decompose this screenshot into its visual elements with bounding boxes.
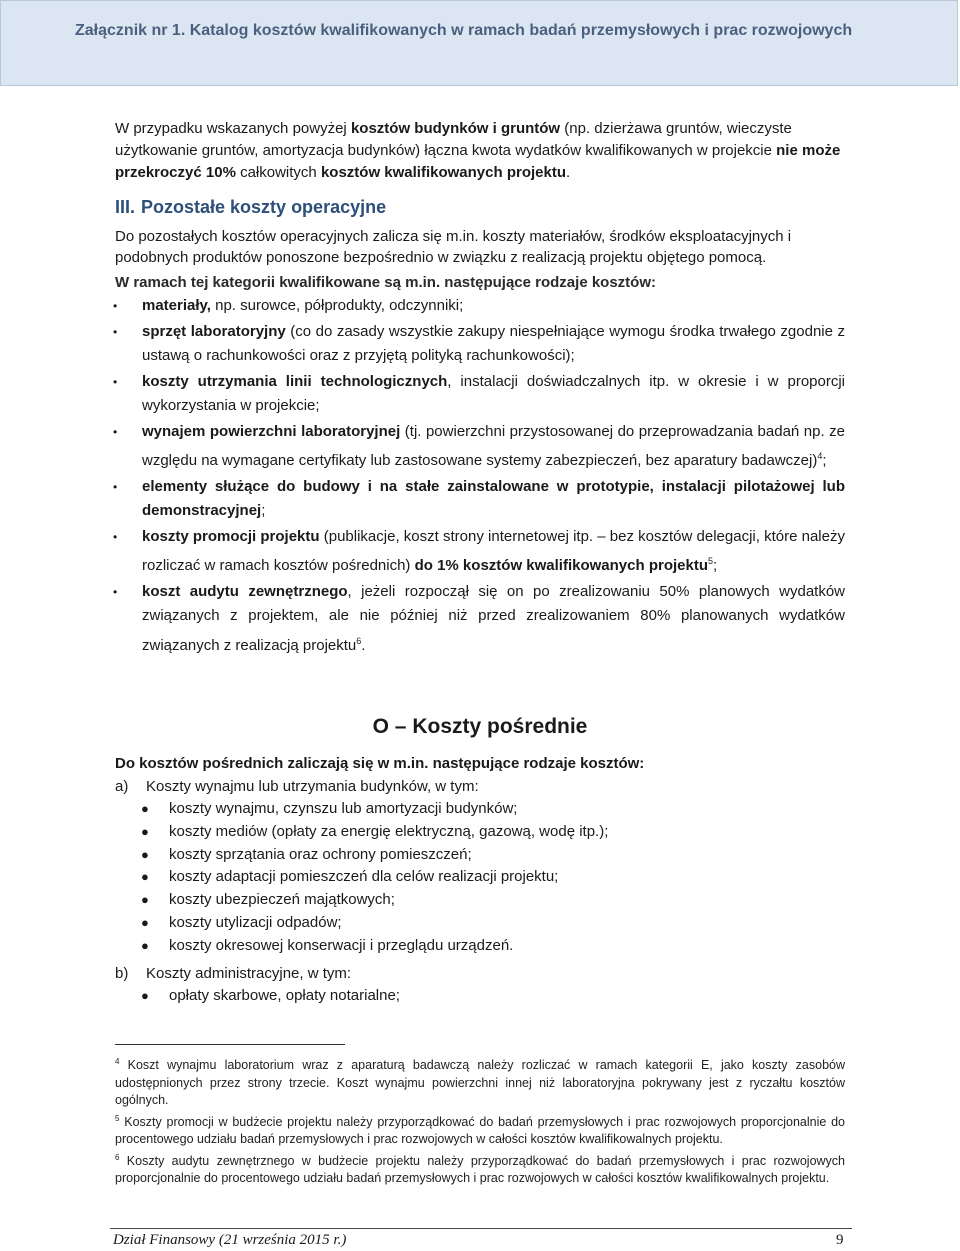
section-title: Pozostałe koszty operacyjne	[141, 197, 387, 217]
list-item	[115, 475, 845, 524]
footnote-ref: 5	[708, 556, 714, 566]
list-item	[141, 844, 845, 867]
intro-text: W przypadku wskazanych powyżej	[115, 120, 351, 137]
item-text: , instalacji doświadczalnych itp. w okresie i w proporcji wykorzystania w projekcie;	[142, 372, 846, 414]
footnotes	[115, 1053, 845, 1188]
intro-text: (np. dzierżawa gruntów, wieczyste użytkowanie gruntów, amortyzacja budynków) łączna kwota wydatków kwalifikowanych w projekcie	[115, 120, 792, 159]
indirect-costs-lead: Do kosztów pośrednich zaliczają się w m.in. następujące rodzaje kosztów:	[115, 755, 645, 772]
category-heading: W ramach tej kategorii kwalifikowane są m.in. następujące rodzaje kosztów:	[115, 274, 656, 291]
bullet-icon: •	[113, 374, 118, 389]
header-title: Załącznik nr 1. Katalog kosztów kwalifikowanych w ramach badań przemysłowych i prac rozwojowych	[75, 22, 853, 39]
item-bold: koszty promocji projektu	[142, 527, 320, 545]
bullet-icon: ●	[141, 801, 149, 816]
item-text: , jeżeli rozpoczął się on po zrealizowaniu 50% planowych wydatków związanych z projektem, ale nie później niż przed zrealizowaniem 80% planowanych wydatków związanych z realizacją projektu	[142, 582, 846, 654]
bullet-icon: ●	[141, 892, 149, 908]
footnote-number: 4	[115, 1057, 120, 1066]
group-letter: b)	[115, 964, 129, 982]
footnote-number: 5	[115, 1113, 120, 1123]
section-lead: Do pozostałych kosztów operacyjnych zalicza się m.in. koszty materiałów, środków eksploatacyjnych i podobnych produktów ponoszone bezpośrednio w związku z realizacją projektu objętego pomocą.	[115, 228, 792, 266]
item-text: koszty sprzątania oraz ochrony pomieszczeń;	[169, 845, 472, 863]
footnote	[115, 1149, 845, 1188]
item-bold: koszty utrzymania linii technologicznych	[142, 372, 448, 390]
bullet-icon: •	[113, 479, 118, 494]
item-text: koszty wynajmu, czynszu lub amortyzacji budynków;	[169, 800, 518, 817]
section-heading-o: O – Koszty pośrednie	[372, 715, 588, 738]
list-item	[115, 420, 845, 474]
group-a-list	[115, 798, 845, 958]
intro-bold: kosztów kwalifikowanych projektu	[320, 164, 566, 181]
group-b	[115, 962, 845, 985]
group-letter: a)	[115, 778, 129, 795]
list-item	[115, 525, 845, 579]
footnote-ref: 4	[817, 451, 823, 461]
intro-bold: kosztów budynków i gruntów	[350, 120, 561, 137]
item-text: (publikacje, koszt strony internetowej itp. – bez kosztów delegacji, które należy rozliczać w ramach kosztów pośrednich)	[142, 527, 845, 574]
bullet-icon: ●	[141, 869, 149, 885]
bullet-icon: •	[113, 299, 118, 313]
list-item	[141, 866, 845, 889]
item-bold: do 1% kosztów kwalifikowanych projektu	[414, 557, 708, 574]
footnote-separator	[115, 1044, 345, 1045]
list-item	[141, 889, 845, 912]
document-body	[115, 118, 845, 1007]
item-text: koszty ubezpieczeń majątkowych;	[169, 891, 395, 909]
page-header	[0, 0, 958, 86]
footnote	[115, 1110, 845, 1149]
list-item	[141, 912, 845, 935]
list-item	[141, 985, 845, 1008]
footnote-number: 6	[115, 1152, 120, 1162]
group-a	[115, 775, 845, 798]
item-text: ;	[713, 557, 718, 574]
footnote	[115, 1053, 845, 1110]
item-text: (tj. powierzchni przystosowanej do przeprowadzania badań np. ze względu na wymagane certyfikaty lub zastosowane systemy zabezpieczeń, bez aparatury badawczej)	[142, 422, 845, 469]
intro-text: całkowitych	[235, 164, 321, 181]
list-item	[141, 935, 845, 958]
group-b-list	[115, 985, 845, 1008]
item-text: opłaty skarbowe, opłaty notarialne;	[169, 986, 400, 1004]
section-number: III.	[115, 197, 136, 217]
bullet-icon: ●	[141, 987, 149, 1003]
item-text: koszty utylizacji odpadów;	[169, 913, 342, 931]
bullet-icon: •	[113, 424, 118, 439]
item-bold: sprzęt laboratoryjny	[142, 322, 286, 340]
item-text: np. surowce, półprodukty, odczynniki;	[210, 297, 464, 314]
list-item	[141, 798, 845, 821]
footnote-ref: 6	[356, 635, 362, 646]
item-text: koszty adaptacji pomieszczeń dla celów realizacji projektu;	[169, 868, 559, 886]
item-text: ;	[261, 502, 266, 519]
item-bold: wynajem powierzchni laboratoryjnej	[142, 422, 401, 440]
section-heading-iii	[115, 195, 845, 219]
item-text: .	[361, 636, 366, 654]
footnote-text: Koszt wynajmu laboratorium wraz z aparaturą badawczą należy rozliczać w ramach kategorii E, jako koszty zasobów udostępnionych przez strony trzecie. Koszt wynajmu powierzchni innej niż laboratoryjna pokrywany jest z ryczałtu kosztów ogólnych.	[115, 1058, 845, 1108]
list-item	[115, 294, 845, 319]
item-text: (co do zasady wszystkie zakupy niespełniające wymogu środka trwałego zgodnie z ustawą o rachunkowości oraz z przyjętą polityką rachunkowości);	[142, 322, 845, 364]
bullet-icon: •	[113, 584, 118, 599]
group-label: Koszty administracyjne, w tym:	[146, 964, 352, 982]
intro-bold: nie może przekroczyć 10%	[115, 142, 841, 181]
bullet-icon: •	[113, 324, 118, 339]
group-label: Koszty wynajmu lub utrzymania budynków, w tym:	[146, 778, 479, 795]
item-bold: materiały,	[142, 297, 211, 314]
intro-text: .	[566, 164, 571, 181]
bullet-icon: ●	[141, 937, 149, 953]
footnote-text: Koszty audytu zewnętrznego w budżecie projektu należy przyporządkować do badań przemysłowych i prac rozwojowych proporcjonalnie do procentowego udziału badań przemysłowych i prac rozwojowych w całości kosztów kwalifikowalnych projektu.	[115, 1153, 845, 1186]
bullet-icon: ●	[141, 846, 149, 862]
footer-rule	[110, 1228, 852, 1229]
item-text: ;	[822, 452, 827, 469]
bullet-icon: •	[113, 529, 118, 544]
item-text: koszty mediów (opłaty za energię elektryczną, gazową, wodę itp.);	[169, 822, 609, 840]
item-bold: elementy służące do budowy i na stałe zainstalowane w prototypie, instalacji pilotażowej lub demonstracyjnej	[142, 477, 845, 519]
intro-paragraph	[115, 118, 845, 184]
list-item	[115, 580, 845, 659]
list-item	[115, 320, 845, 369]
list-item	[115, 370, 845, 419]
footer-department: Dział Finansowy (21 września 2015 r.)	[113, 1232, 347, 1248]
operating-costs-list	[115, 294, 845, 658]
page-number: 9	[836, 1232, 844, 1248]
bullet-icon: ●	[141, 914, 149, 930]
bullet-icon: ●	[141, 823, 149, 839]
item-bold: koszt audytu zewnętrznego	[142, 582, 348, 600]
footnote-text: Koszty promocji w budżecie projektu należy przyporządkować do badań przemysłowych i prac rozwojowych proporcjonalnie do procentowego udziału badań przemysłowych i prac rozwojowych w całości kosztów kwalifikowalnych projektu.	[115, 1114, 845, 1147]
list-item	[141, 821, 845, 844]
item-text: koszty okresowej konserwacji i przeglądu urządzeń.	[169, 936, 514, 954]
